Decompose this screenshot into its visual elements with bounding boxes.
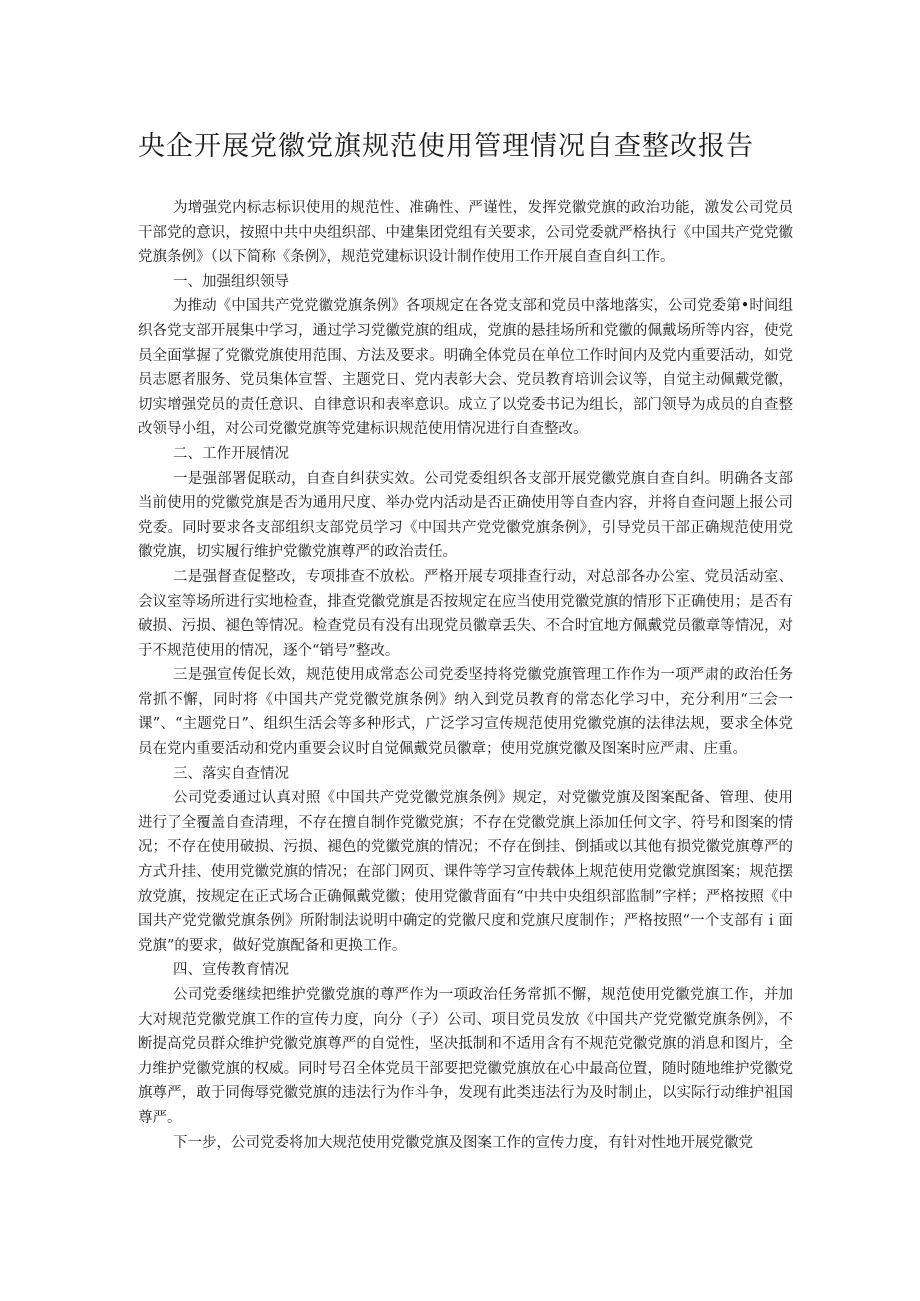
section-4-paragraph-2: 下一步，公司党委将加大规范使用党徽党旗及图案工作的宣传力度，有针对性地开展党徽党 <box>173 1134 753 1151</box>
intro-paragraph: 为增强党内标志标识使用的规范性、准确性、严谨性，发挥党徽党旗的政治功能，激发公司党员干部党的意识，按照中共中央组织部、中建集团党组有关要求，公司党委就严格执行《中国共产党党徽党旗条例》（以下简称《条例》，规范党建标识设计制作使用工作开展自查自纠工作。 <box>138 200 793 266</box>
document-title: 央企开展党徽党旗规范使用管理情况自查整改报告 <box>138 131 754 162</box>
section-2-paragraph-2: 二是强督查促整改，专项排查不放松。严格开展专项排查行动，对总部各办公室、党员活动室、会议室等场所进行实地检查，排查党徽党旗是否按规定在应当使用党徽党旗的情形下正确使用；是否有破损、污损、褪色等情况。检查党员有没有出现党员徽章丢失、不合时宜地方佩戴党员徽章等情况，对于不规范使用的情况，逐个“销号”整改。 <box>138 568 793 659</box>
section-heading-3: 三、落实自查情况 <box>173 765 289 782</box>
section-heading-4: 四、宣传教育情况 <box>173 962 289 979</box>
document-page <box>138 128 793 1155</box>
section-3-paragraph-1: 公司党委通过认真对照《中国共产党党徽党旗条例》规定，对党徽党旗及图案配备、管理、使用进行了全覆盖自查清理，不存在擅自制作党徽党旗；不存在党徽党旗上添加任何文字、符号和图案的情况；不存在使用破损、污损、褪色的党徽党旗的情况；不存在倒挂、倒插或以其他有损党徽党旗尊严的方式升挂、使用党徽党旗的情况；在部门网页、课件等学习宣传载体上规范使用党徽党旗图案；规范摆放党旗，按规定在正式场合正确佩戴党徽；使用党徽背面有“中共中央组织部监制”字样；严格按照《中国共产党党徽党旗条例》所附制法说明中确定的党徽尺度和党旗尺度制作；严格按照“一个支部有ｉ面党旗”的要求，做好党旗配备和更换工作。 <box>138 790 793 954</box>
section-4-paragraph-1: 公司党委继续把维护党徽党旗的尊严作为一项政治任务常抓不懈，规范使用党徽党旗工作，并加大对规范党徽党旗工作的宣传力度，向分（子）公司、项目党员发放《中国共产党党徽党旗条例》，不断提高党员群众维护党徽党旗尊严的自觉性，坚决抵制和不适用含有不规范党徽党旗的消息和图片，全力维护党徽党旗的权威。同时号召全体党员干部要把党徽党旗放在心中最高位置，随时随地维护党徽党旗尊严，敢于同侮辱党徽党旗的违法行为作斗争，发现有此类违法行为及时制止，以实际行动维护祖国尊严。 <box>138 987 793 1126</box>
section-heading-1: 一、加强组织领导 <box>173 273 289 290</box>
section-heading-2: 二、工作开展情况 <box>173 445 289 462</box>
section-2-paragraph-3: 三是强宣传促长效，规范使用成常态公司党委坚持将党徽党旗管理工作作为一项严肃的政治任务常抓不懈，同时将《中国共产党党徽党旗条例》纳入到党员教育的常态化学习中，充分利用“三会一课”、“主题党日”、组织生活会等多种形式，广泛学习宣传规范使用党徽党旗的法律法规，要求全体党员在党内重要活动和党内重要会议时自觉佩戴党员徽章；使用党旗党徽及图案时应严肃、庄重。 <box>138 667 793 758</box>
section-2-paragraph-1: 一是强部署促联动，自查自纠获实效。公司党委组织各支部开展党徽党旗自查自纠。明确各支部当前使用的党徽党旗是否为通用尺度、举办党内活动是否正确使用等自查内容，并将自查问题上报公司党委。同时要求各支部组织支部党员学习《中国共产党党徽党旗条例》，引导党员干部正确规范使用党徽党旗，切实履行维护党徽党旗尊严的政治责任。 <box>138 470 793 561</box>
section-1-paragraph-1: 为推动《中国共产党党徽党旗条例》各项规定在各党支部和党员中落地落实，公司党委第•时间组织各党支部开展集中学习，通过学习党徽党旗的组成，党旗的悬挂场所和党徽的佩戴场所等内容，使党员全面掌握了党徽党旗使用范围、方法及要求。明确全体党员在单位工作时间内及党内重要活动，如党员志愿者服务、党员集体宣誓、主题党日、党内表彰大会、党员教育培训会议等，自觉主动佩戴党徽，切实增强党员的责任意识、自律意识和表率意识。成立了以党委书记为组长，部门领导为成员的自查整改领导小组，对公司党徽党旗等党建标识规范使用情况进行自查整改。 <box>138 298 793 438</box>
